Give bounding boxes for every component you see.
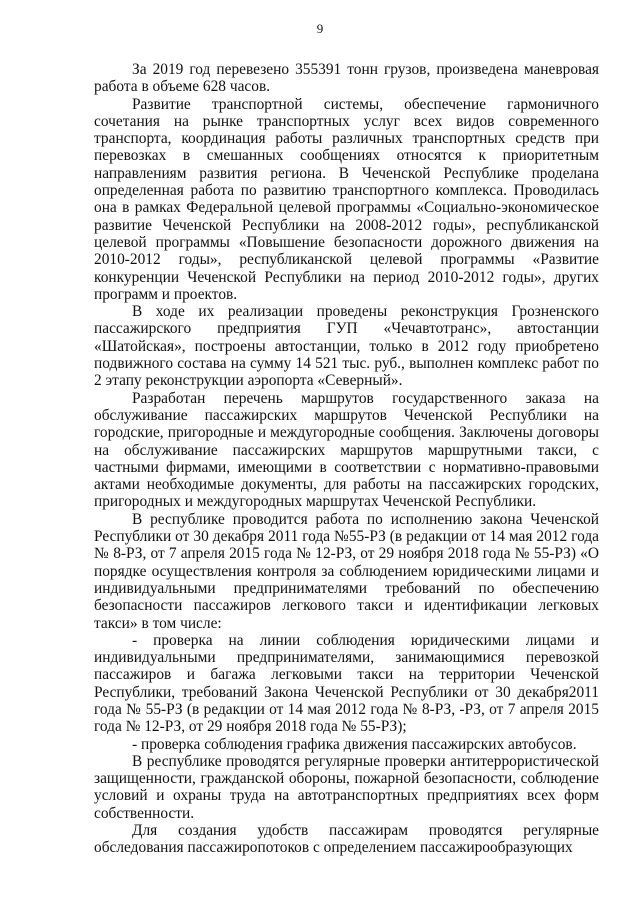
paragraph-cargo-2019: За 2019 год перевезено 355391 тонн грузов, произведена маневровая работа в объеме 628 часов. bbox=[94, 61, 599, 96]
paragraph-transport-development: Развитие транспортной системы, обеспечение гармоничного сочетания на рынке транспортных услуг всех видов современного транспорта, координация работы различных транспортных средств при перевозках в смешанных сообщениях относятся к приоритетным направлениям развития региона. В Чеченской Республике проделана определенная работа по развитию транспортного комплекса. Проводилась она в рамках Федеральной целевой программы «Социально-экономическое развитие Чеченской Республики на 2008-2012 годы», республиканской целевой программы «Повышение безопасности дорожного движения на 2010-2012 годы», республиканской целевой программы «Развитие конкуренции Чеченской Республики на период 2010-2012 годы», других программ и проектов. bbox=[94, 95, 599, 303]
paragraph-reconstruction: В ходе их реализации проведены реконструкция Грозненского пассажирского предприятия ГУП «Чечавтотранс», автостанции «Шатойская», построены автостанции, только в 2012 году приобретено подвижного состава на сумму 14 521 тыс. руб., выполнен комплекс работ по 2 этапу реконструкции аэропорта «Северный». bbox=[94, 303, 599, 390]
paragraph-route-list: Разработан перечень маршрутов государственного заказа на обслуживание пассажирских маршрутов Чеченской Республики на городские, пригородные и междугородные сообщения. Заключены договоры на обслуживание пассажирских маршрутов маршрутными такси, с частными фирмами, имеющими в соответствии с нормативно-правовыми актами необходимые документы, для работы на пассажирских городских, пригородных и междугородных маршрутах Чеченской Республики. bbox=[94, 389, 599, 511]
paragraph-passenger-flow: Для создания удобств пассажирам проводятся регулярные обследования пассажиропотоков с определением пассажирообразующих bbox=[94, 822, 599, 857]
page-number: 9 bbox=[316, 21, 324, 36]
document-body bbox=[94, 61, 599, 857]
list-item-bus-schedule: - проверка соблюдения графика движения пассажирских автобусов. bbox=[132, 735, 577, 753]
paragraph-law-enforcement: В республике проводится работа по исполнению закона Чеченской Республики от 30 декабря 2011 года №55-РЗ (в редакции от 14 мая 2012 года № 8-РЗ, от 7 апреля 2015 года № 12-РЗ, от 29 ноября 2018 года № 55-РЗ) «О порядке осуществления контроля за соблюдением юридическими лицами и индивидуальными предпринимателями требований по обеспечению безопасности пассажиров легкового такси и идентификации легковых такси» в том числе: bbox=[94, 510, 599, 632]
paragraph-security-checks: В республике проводятся регулярные проверки антитеррористической защищенности, гражданской обороны, пожарной безопасности, соблюдение условий и охраны труда на автотранспортных предприятиях всех форм собственности. bbox=[94, 752, 599, 822]
list-item-taxi-inspection: - проверка на линии соблюдения юридическими лицами и индивидуальными предпринимателями, занимающимися перевозкой пассажиров и багажа легковыми такси на территории Чеченской Республики, требований Закона Чеченской Республики от 30 декабря2011 года № 55-РЗ (в редакции от 14 мая 2012 года № 8-РЗ, -РЗ, от 7 апреля 2015 года № 12-РЗ, от 29 ноября 2018 года № 55-РЗ); bbox=[94, 631, 599, 736]
